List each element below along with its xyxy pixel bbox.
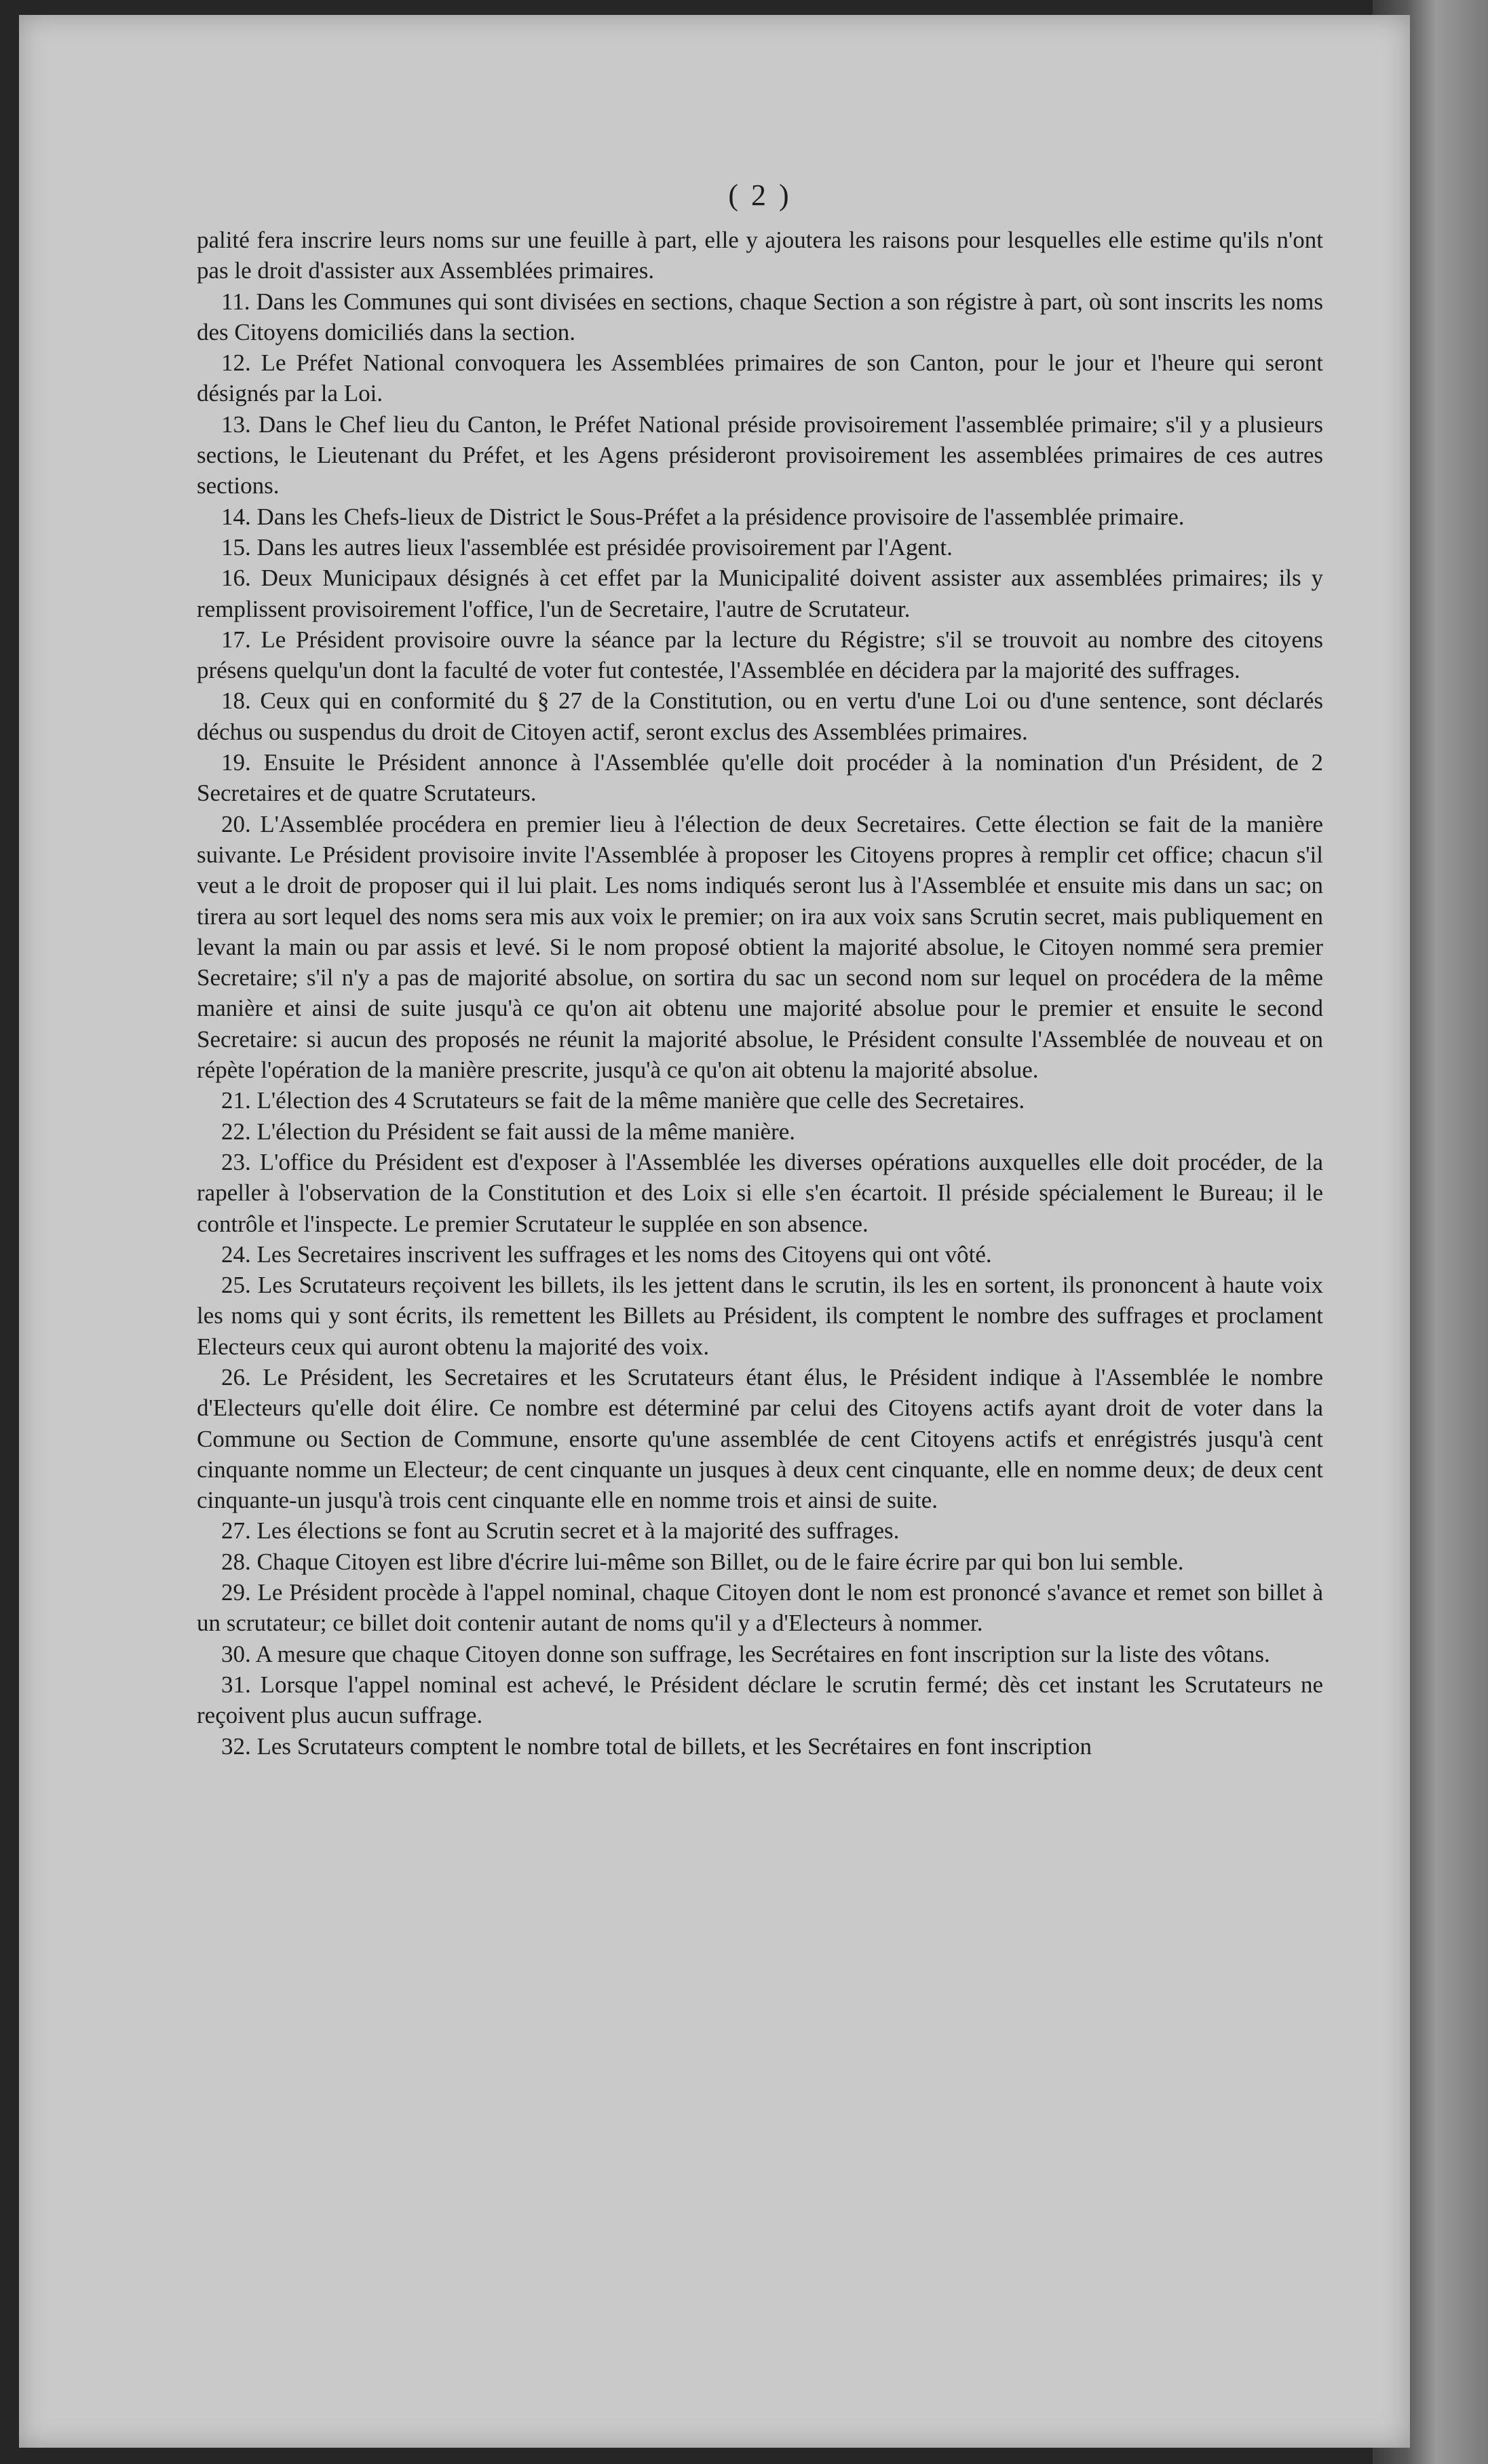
paragraph: palité fera inscrire leurs noms sur une feuille à part, elle y ajoutera les raisons pour lesquelles elle estime qu'ils n'ont pas le droit d'assister aux Assemblées primaires. (197, 227, 1323, 284)
document-page (19, 15, 1410, 2448)
paragraph: 17. Le Président provisoire ouvre la séance par la lecture du Régistre; s'il se trouvoit au nombre des citoyens présens quelqu'un dont la faculté de voter fut contestée, l'Assemblée en décidera par la majorité des suffrages. (197, 626, 1323, 684)
paragraph-list (197, 225, 1323, 1762)
paragraph: 27. Les élections se font au Scrutin secret et à la majorité des suffrages. (221, 1517, 900, 1544)
paragraph: 12. Le Préfet National convoquera les Assemblées primaires de son Canton, pour le jour et l'heure qui seront désignés par la Loi. (197, 349, 1323, 407)
paragraph: 16. Deux Municipaux désignés à cet effet par la Municipalité doivent assister aux assemblées primaires; ils y remplissent provisoirement l'office, l'un de Secretaire, l'autre de Scrutateur. (197, 565, 1323, 622)
paragraph: 23. L'office du Président est d'exposer à l'Assemblée les diverses opérations auxquelles elle doit procéder, de la rapeller à l'observation de la Constitution et des Loix si elle s'en écartoit. Il préside spécialement le Bureau; il le contrôle et l'inspecte. Le premier Scrutateur le supplée en son absence. (197, 1148, 1323, 1237)
paragraph: 26. Le Président, les Secretaires et les Scrutateurs étant élus, le Président indique à l'Assemblée le nombre d'Electeurs qu'elle doit élire. Ce nombre est déterminé par celui des Citoyens actifs ayant droit de voter dans la Commune ou Section de Commune, ensorte qu'une assemblée de cent Citoyens actifs et enrégistrés jusqu'à cent cinquante nomme un Electeur; de cent cinquante un jusques à deux cent cinquante, elle en nomme deux; de deux cent cinquante-un jusqu'à trois cent cinquante elle en nomme trois et ainsi de suite. (197, 1363, 1323, 1514)
paragraph: 14. Dans les Chefs-lieux de District le Sous-Préfet a la présidence provisoire de l'assemblée primaire. (221, 503, 1185, 530)
paragraph: 31. Lorsque l'appel nominal est achevé, le Président déclare le scrutin fermé; dès cet instant les Scrutateurs ne reçoivent plus aucun suffrage. (197, 1671, 1323, 1729)
page-body (197, 178, 1323, 1762)
paragraph: 32. Les Scrutateurs comptent le nombre total de billets, et les Secrétaires en font inscription (221, 1732, 1092, 1760)
page-number: ( 2 ) (728, 178, 792, 212)
paragraph: 21. L'élection des 4 Scrutateurs se fait de la même manière que celle des Secretaires. (221, 1087, 1025, 1114)
paragraph: 15. Dans les autres lieux l'assemblée est présidée provisoirement par l'Agent. (221, 533, 953, 561)
paragraph: 22. L'élection du Président se fait aussi de la même manière. (221, 1118, 796, 1145)
paragraph: 29. Le Président procède à l'appel nominal, chaque Citoyen dont le nom est prononcé s'avance et remet son billet à un scrutateur; ce billet doit contenir autant de noms qu'il y a d'Electeurs à nommer. (197, 1579, 1323, 1637)
paragraph: 18. Ceux qui en conformité du § 27 de la Constitution, ou en vertu d'une Loi ou d'une sentence, sont déclarés déchus ou suspendus du droit de Citoyen actif, seront exclus des Assemblées primaires. (197, 687, 1323, 745)
paragraph: 19. Ensuite le Président annonce à l'Assemblée qu'elle doit procéder à la nomination d'un Président, de 2 Secretaires et de quatre Scrutateurs. (197, 749, 1323, 807)
paragraph: 20. L'Assemblée procédera en premier lieu à l'élection de deux Secretaires. Cette élection se fait de la manière suivante. Le Président provisoire invite l'Assemblée à proposer les Citoyens propres à remplir cet office; chacun s'il veut a le droit de proposer qui il lui plait. Les noms indiqués seront lus à l'Assemblée et ensuite mis dans un sac; on tirera au sort lequel des noms sera mis aux voix le premier; on ira aux voix sans Scrutin secret, mais publiquement en levant la main ou par assis et levé. Si le nom proposé obtient la majorité absolue, le Citoyen nommé sera premier Secretaire; s'il n'y a pas de majorité absolue, on sortira du sac un second nom sur lequel on procédera de la même manière et ainsi de suite jusqu'à ce qu'on ait obtenu une majorité absolue pour le premier et ensuite le second Secretaire: si aucun des proposés ne réunit la majorité absolue, le Président consulte l'Assemblée de nouveau et on répète l'opération de la manière prescrite, jusqu'à ce qu'on ait obtenu la majorité absolue. (197, 810, 1323, 1084)
paragraph: 30. A mesure que chaque Citoyen donne son suffrage, les Secrétaires en font inscription sur la liste des vôtans. (221, 1640, 1270, 1667)
paragraph: 28. Chaque Citoyen est libre d'écrire lui-même son Billet, ou de le faire écrire par qui bon lui semble. (221, 1548, 1184, 1575)
paragraph: 11. Dans les Communes qui sont divisées en sections, chaque Section a son régistre à part, où sont inscrits les noms des Citoyens domiciliés dans la section. (197, 288, 1323, 345)
paragraph: 13. Dans le Chef lieu du Canton, le Préfet National préside provisoirement l'assemblée primaire; s'il y a plusieurs sections, le Lieutenant du Préfet, et les Agens présideront provisoirement les assemblées primaires de ces autres sections. (197, 411, 1323, 499)
paragraph: 24. Les Secretaires inscrivent les suffrages et les noms des Citoyens qui ont vôté. (221, 1240, 992, 1268)
paragraph: 25. Les Scrutateurs reçoivent les billets, ils les jettent dans le scrutin, ils les en sortent, ils prononcent à haute voix les noms qui y sont écrits, ils remettent les Billets au Président, ils comptent le nombre des suffrages et proclament Electeurs ceux qui auront obtenu la majorité des voix. (197, 1272, 1323, 1360)
